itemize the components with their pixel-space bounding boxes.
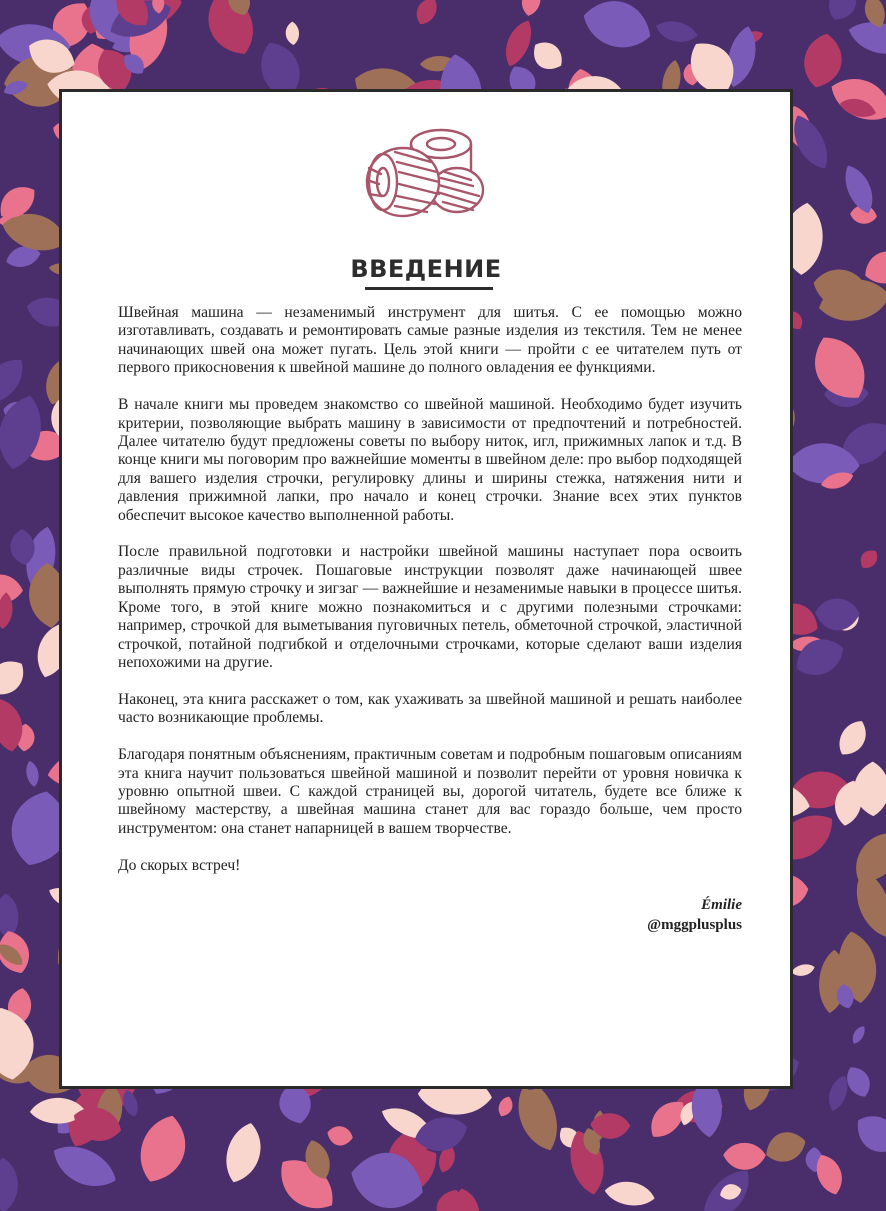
pattern-leaf <box>24 760 41 788</box>
pattern-leaf <box>723 1143 766 1170</box>
pattern-leaf <box>527 36 569 77</box>
pattern-leaf <box>790 962 816 978</box>
pattern-leaf <box>654 17 700 45</box>
pattern-leaf <box>325 1124 354 1148</box>
pattern-leaf <box>578 0 658 56</box>
pattern-leaf <box>603 1178 656 1209</box>
intro-text <box>118 304 742 894</box>
paragraph: До скорых встреч! <box>118 856 241 874</box>
page-title: ВВЕДЕНИЕ <box>350 255 502 283</box>
pattern-leaf <box>219 1119 267 1187</box>
author-handle: @mggplusplus <box>647 917 742 933</box>
pattern-leaf <box>198 0 263 63</box>
pattern-leaf <box>849 1107 886 1161</box>
paragraph: Благодаря понятным объяснениям, практичным советам и подробным пошаговым описаниям эта книга научит пользоваться швейной машиной и позволит перейти от уровня новичка к уровню опытной швеи. С каждой страницей вы, дорогой читатель, будете все ближе к швейному мастерству, а швейная машина станет для вас гораздо больше, чем просто инструментом: она станет напарницей в вашем творчестве. <box>118 746 742 837</box>
pattern-leaf <box>496 1094 516 1118</box>
pattern-leaf <box>856 546 881 572</box>
pattern-leaf <box>46 1137 122 1197</box>
author-name: Émilie <box>701 897 742 913</box>
signature <box>647 895 742 935</box>
pattern-leaf <box>412 0 442 28</box>
pattern-leaf <box>761 1126 810 1167</box>
paragraph: В начале книги мы проведем знакомство со швейной машиной. Необходимо будет изучить критерии, позволяющие выбрать машину в зависимости от предпочтений и потребностей. Далее читателю будут предложены советы по выбору ниток, игл, прижимных лапок и т.д. В конце книги мы поговорим про важнейшие моменты в швейном деле: про выбор подходящей для вашего изделия строчки, регулировку длины и ширины стежка, натяжения нити и давления прижимной лапки, про начало и конец строчки. Знание всех этих пунктов обеспечит высокое качество выполненной работы. <box>118 396 742 524</box>
pattern-leaf <box>499 16 537 70</box>
pattern-leaf <box>823 0 862 25</box>
yarn-balls-icon <box>361 122 491 224</box>
pattern-leaf <box>285 21 300 45</box>
pattern-leaf <box>833 716 873 761</box>
pattern-leaf <box>0 1157 18 1211</box>
pattern-leaf <box>0 653 31 703</box>
title-underline <box>365 287 493 290</box>
pattern-leaf <box>132 1109 195 1189</box>
pattern-leaf <box>519 0 544 18</box>
content-page <box>59 89 793 1089</box>
paragraph: После правильной подготовки и настройки швейной машины наступает пора освоить различные виды строчек. Пошаговые инструкции позволят даже начинающей швее выполнять прямую строчку и зигзаг — важнейшие и незаменимые навыки в процессе шитья. Кроме того, в этой книге можно познакомиться и с другими полезными строчками: например, строчкой для выметывания пуговичных петель, обметочной строчкой, эластичной строчкой, потайной подгибкой и отделочными строчками, которые сделают ваши изделия непохожими на другие. <box>118 543 742 671</box>
paragraph: Швейная машина — незаменимый инструмент для шитья. С ее помощью можно изготавливать, создавать и ремонтировать самые разные изделия из текстиля. Тем не менее начинающих швей она может пугать. Цель этой книги — пройти с ее читателем путь от первого прикосновения к швейной машине до полного овладения ее функциями. <box>118 304 742 377</box>
paragraph: Наконец, эта книга расскажет о том, как ухаживать за швейной машиной и решать наиболее часто возникающие проблемы. <box>118 690 742 727</box>
pattern-leaf <box>849 1024 867 1046</box>
